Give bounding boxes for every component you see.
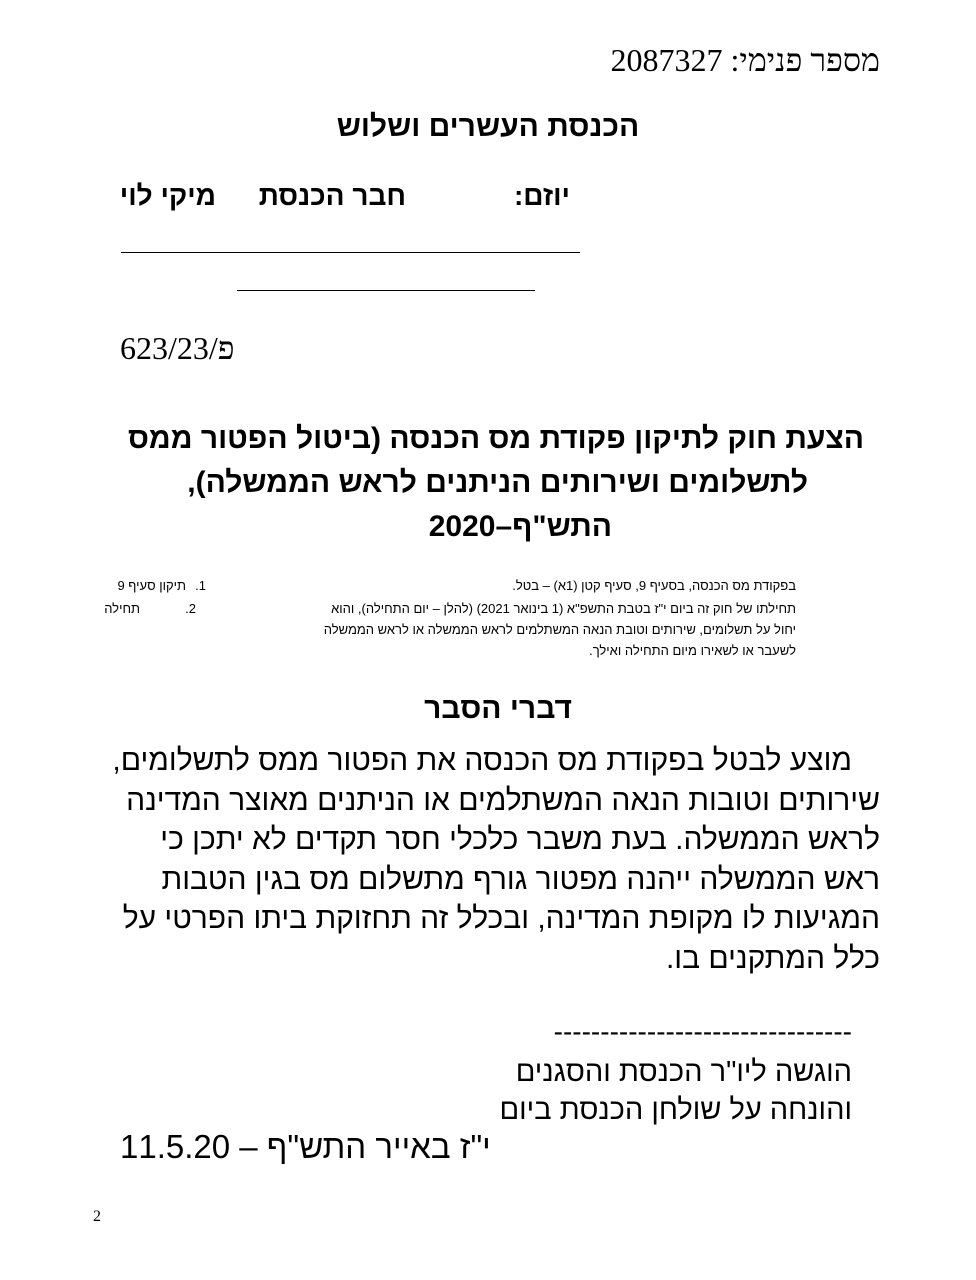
explanation-line: המגיעות לו מקופת המדינה, ובכלל זה תחזוקת ביתו הפרטי על [122, 902, 880, 935]
internal-number-label: מספר פנימי: [730, 42, 880, 78]
submitted-note: הוגשה ליו"ר הכנסת והסגנים [515, 1056, 852, 1088]
section-number: 2. [185, 601, 196, 616]
explanation-heading: דברי הסבר [424, 692, 572, 725]
section-text-line: לשעבר או לשאירו מיום התחילה ואילך. [589, 643, 796, 658]
explanation-line: כלל המתקנים בו. [665, 942, 880, 975]
signature-line [237, 290, 535, 291]
separator-line: -------------------------------- [553, 1016, 852, 1047]
sponsor-name: מיקי לוי [119, 180, 216, 211]
signature-line [121, 252, 580, 253]
section-number: 1. [195, 578, 206, 593]
sponsor-role: חבר הכנסת [258, 180, 406, 211]
section-text-line: בפקודת מס הכנסה, בסעיף 9, סעיף קטן (1א) – בטל. [512, 578, 796, 593]
page-number: 2 [93, 1208, 101, 1225]
internal-number-line [611, 42, 880, 79]
section-margin-title: תיקון סעיף 9 [117, 578, 186, 593]
explanation-line: לראש הממשלה. בעת משבר כלכלי חסר תקדים לא יתכן כי [160, 823, 880, 856]
sponsor-label: יוזם: [513, 180, 570, 211]
explanation-line: שירותים וטובות הנאה המשתלמים או הניתנים מאוצר המדינה [126, 784, 880, 817]
bill-title-line: התש"ף–2020 [428, 510, 612, 543]
section-text-line: יחול על תשלומים, שירותים וטובת הנאה המשתלמים לראש הממשלה או לראש הממשלה [323, 622, 796, 637]
explanation-line: מוצע לבטל בפקודת מס הכנסה את הפטור ממס לתשלומים, [112, 744, 852, 777]
tabled-note: והונחה על שולחן הכנסת ביום [499, 1094, 852, 1126]
bill-title-line: הצעת חוק לתיקון פקודת מס הכנסה (ביטול הפטור ממס [127, 422, 864, 455]
section-margin-title: תחילה [104, 601, 140, 616]
tabled-date: י"ז באייר התש"ף – 11.5.20 [120, 1128, 491, 1165]
internal-number: 2087327 [610, 42, 723, 78]
section-text-line: תחילתו של חוק זה ביום י"ז בטבת התשפ"א (1 בינואר 2021) (להלן – יום התחילה), והוא [331, 601, 796, 616]
bill-title-line: לתשלומים ושירותים הניתנים לראש הממשלה), [187, 466, 808, 499]
explanation-line: ראש הממשלה ייהנה מפטור גורף מתשלום מס בגין הטבות [161, 863, 880, 896]
proposal-number: פ/623/23 [120, 330, 235, 366]
knesset-title: הכנסת העשרים ושלוש [336, 110, 640, 143]
